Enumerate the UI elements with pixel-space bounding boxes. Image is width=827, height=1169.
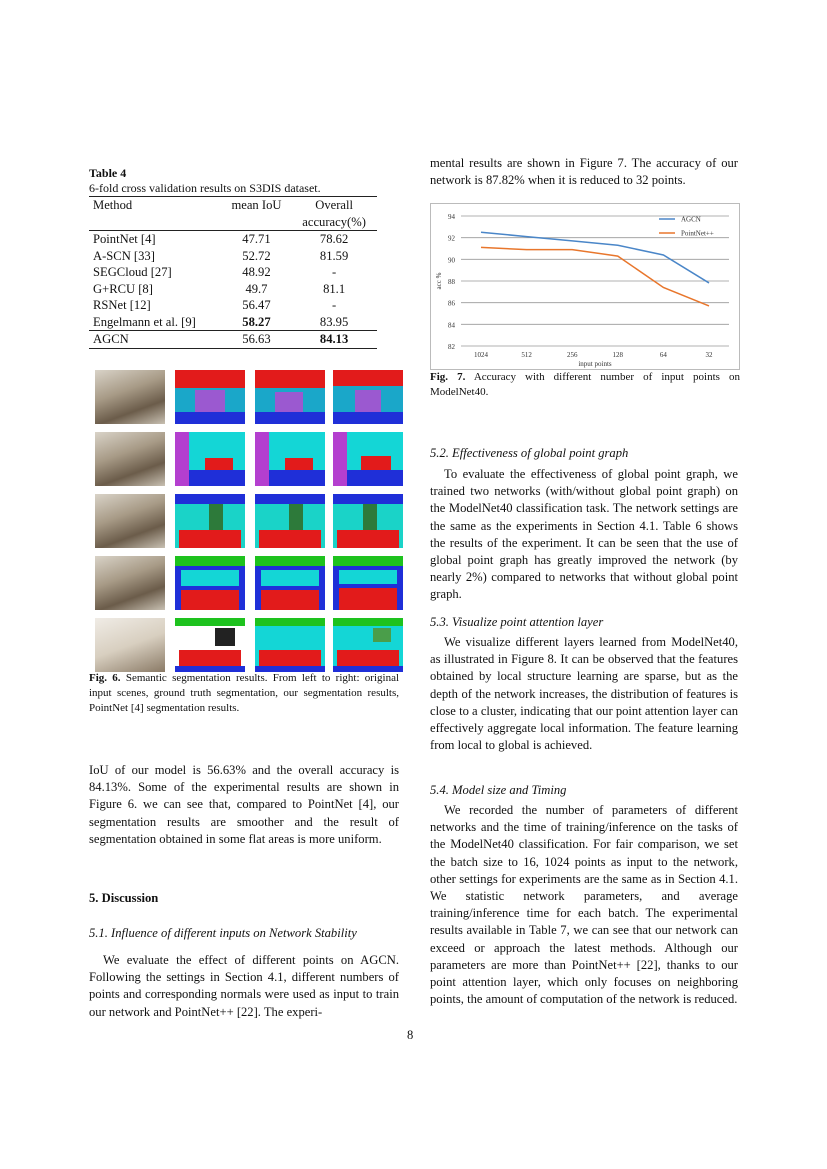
cell-acc: 81.59 xyxy=(319,248,349,263)
subsection-5-4-heading: 5.4. Model size and Timing xyxy=(430,783,567,797)
ground-truth-image xyxy=(175,370,245,424)
paragraph-5-2: To evaluate the effectiveness of global point graph, we trained two networks (with/without global point graph) on the ModelNet40 classification task. The network settings are the same as the experiments in Section 4.1. Table 6 shows the results of the experiment. It can be seen that the use of global point graph has greatly improved the network (by nearly 2%) compared to networks that without global point graph. xyxy=(430,467,738,602)
legend-label: PointNet++ xyxy=(681,229,714,238)
our-result-image xyxy=(255,432,325,486)
paragraph-5-4: We recorded the number of parameters of different networks and the time of training/inference on the tasks of the ModelNet40 classification. For fair comparison, we set the batch size to 16, 1024 points as input to the network, other settings for experiments are the same as in Section 4.1. We statistic network parameters, and average training/inference time for each batch. The experimental results available in Table 7, we can see that our network can exceed or approach the latest methods. Although our parameters are more than PointNet++ [22], thanks to our point attention layer, which only focuses on neighboring points, the amount of computation of the network is reduced. xyxy=(430,803,738,1007)
y-axis-label: acc % xyxy=(435,272,443,290)
scene-input-image xyxy=(95,432,165,486)
scene-input-image xyxy=(95,618,165,672)
fig7-chart xyxy=(430,203,740,370)
table-row xyxy=(89,297,377,314)
pointnet-result-image xyxy=(333,556,403,610)
legend-label: AGCN xyxy=(681,215,701,224)
pointnet-result-image xyxy=(333,618,403,672)
cell-miou: 56.63 xyxy=(222,331,291,349)
ground-truth-image xyxy=(175,618,245,672)
fig7-label: Fig. 7. xyxy=(430,371,466,383)
y-tick-label: 90 xyxy=(448,256,455,265)
our-result-image xyxy=(255,618,325,672)
y-tick-label: 94 xyxy=(448,213,455,221)
header-miou: mean IoU xyxy=(222,197,291,214)
cell-miou: 58.27 xyxy=(242,314,271,329)
table-row xyxy=(89,248,377,265)
cell-method: Engelmann et al. [9] xyxy=(93,314,196,329)
fig7-caption-text: Accuracy with different number of input points on ModelNet40. xyxy=(430,371,740,398)
cell-acc: - xyxy=(332,298,337,312)
fig6-image-grid xyxy=(89,368,399,668)
header-accuracy: accuracy(%) xyxy=(302,214,366,229)
table-row-agcn xyxy=(89,331,377,349)
page-number: 8 xyxy=(407,1028,414,1042)
y-tick-label: 92 xyxy=(448,234,455,243)
fig6-label: Fig. 6. xyxy=(89,672,121,684)
x-tick-label: 64 xyxy=(659,351,667,359)
subsection-5-2-heading: 5.2. Effectiveness of global point graph xyxy=(430,446,629,460)
results-table xyxy=(89,196,377,349)
table-row xyxy=(89,231,377,248)
cell-method: RSNet [12] xyxy=(93,298,151,312)
table-row xyxy=(89,314,377,331)
right-paragraph-0: mental results are shown in Figure 7. The accuracy of our network is 87.82% when it is reduced to 32 points. xyxy=(430,156,738,188)
series-line-pointnet- xyxy=(481,247,709,305)
scene-input-image xyxy=(95,556,165,610)
x-tick-label: 256 xyxy=(566,351,578,359)
table-label: Table 4 xyxy=(89,166,127,180)
cell-miou: 48.92 xyxy=(242,265,271,279)
cell-acc: 84.13 xyxy=(291,331,377,349)
ground-truth-image xyxy=(175,494,245,548)
paragraph-5-3: We visualize different layers learned from ModelNet40, as illustrated in Figure 8. It can be observed that the features obtained by local structure learning are sparse, but as the depth of the network increases, the distribution of features is close to a cluster, indicating that our point attention layer can effectively aggregate local information. The feature learning from local to global is achieved. xyxy=(430,635,738,753)
our-result-image xyxy=(255,494,325,548)
table-row xyxy=(89,264,377,281)
header-overall: Overall xyxy=(291,197,377,214)
pointnet-result-image xyxy=(333,432,403,486)
fig6-caption-text: Semantic segmentation results. From left to right: original input scenes, ground truth segmentation, our segmentation results, PointNet [4] segmentation results. xyxy=(89,672,400,714)
left-paragraph-2: We evaluate the effect of different points on AGCN. Following the settings in Section 4.1, different numbers of points and corresponding normals were used as input to train our network and PointNet++ [22]. The experi- xyxy=(89,953,399,1019)
cell-acc: 81.1 xyxy=(323,281,346,296)
scene-input-image xyxy=(95,370,165,424)
ground-truth-image xyxy=(175,432,245,486)
pointnet-result-image xyxy=(333,370,403,424)
table-caption: 6-fold cross validation results on S3DIS dataset. xyxy=(89,181,321,195)
cell-miou: 56.47 xyxy=(242,298,271,312)
x-tick-label: 32 xyxy=(705,351,713,359)
scene-input-image xyxy=(95,494,165,548)
section-5-heading: 5. Discussion xyxy=(89,891,159,905)
y-tick-label: 82 xyxy=(448,343,455,351)
cell-method: G+RCU [8] xyxy=(93,281,153,296)
fig6-caption xyxy=(89,671,399,716)
cell-acc: 78.62 xyxy=(291,231,377,248)
cell-acc: 83.95 xyxy=(319,314,349,329)
left-paragraph-1: IoU of our model is 56.63% and the overall accuracy is 84.13%. Some of the experimental results are shown in Figure 6. we can see that, compared to PointNet [4], our segmentation results are smoother and the result of segmentation obtained in some flat areas is more uniform. xyxy=(89,763,399,846)
header-method: Method xyxy=(89,197,222,214)
x-axis-label: input points xyxy=(578,360,612,368)
subsection-5-3-heading: 5.3. Visualize point attention layer xyxy=(430,615,604,629)
our-result-image xyxy=(255,370,325,424)
y-tick-label: 84 xyxy=(448,321,455,330)
our-result-image xyxy=(255,556,325,610)
subsection-5-1-heading: 5.1. Influence of different inputs on Network Stability xyxy=(89,926,357,940)
cell-miou: 49.7 xyxy=(245,281,268,296)
y-tick-label: 88 xyxy=(448,278,455,286)
pointnet-result-image xyxy=(333,494,403,548)
cell-miou: 47.71 xyxy=(222,231,291,248)
series-line-agcn xyxy=(481,232,709,283)
y-tick-label: 86 xyxy=(448,299,455,308)
x-tick-label: 512 xyxy=(521,351,532,359)
cell-method: A-SCN [33] xyxy=(93,248,155,263)
table-row xyxy=(89,281,377,298)
fig7-caption xyxy=(430,370,740,400)
x-tick-label: 1024 xyxy=(474,351,488,359)
cell-acc: - xyxy=(332,265,337,279)
x-tick-label: 128 xyxy=(612,351,624,359)
accuracy-line-chart xyxy=(431,204,739,369)
cell-miou: 52.72 xyxy=(242,248,271,263)
ground-truth-image xyxy=(175,556,245,610)
cell-method: PointNet [4] xyxy=(89,231,222,248)
cell-method: SEGCloud [27] xyxy=(93,265,172,279)
cell-method: AGCN xyxy=(89,331,222,349)
